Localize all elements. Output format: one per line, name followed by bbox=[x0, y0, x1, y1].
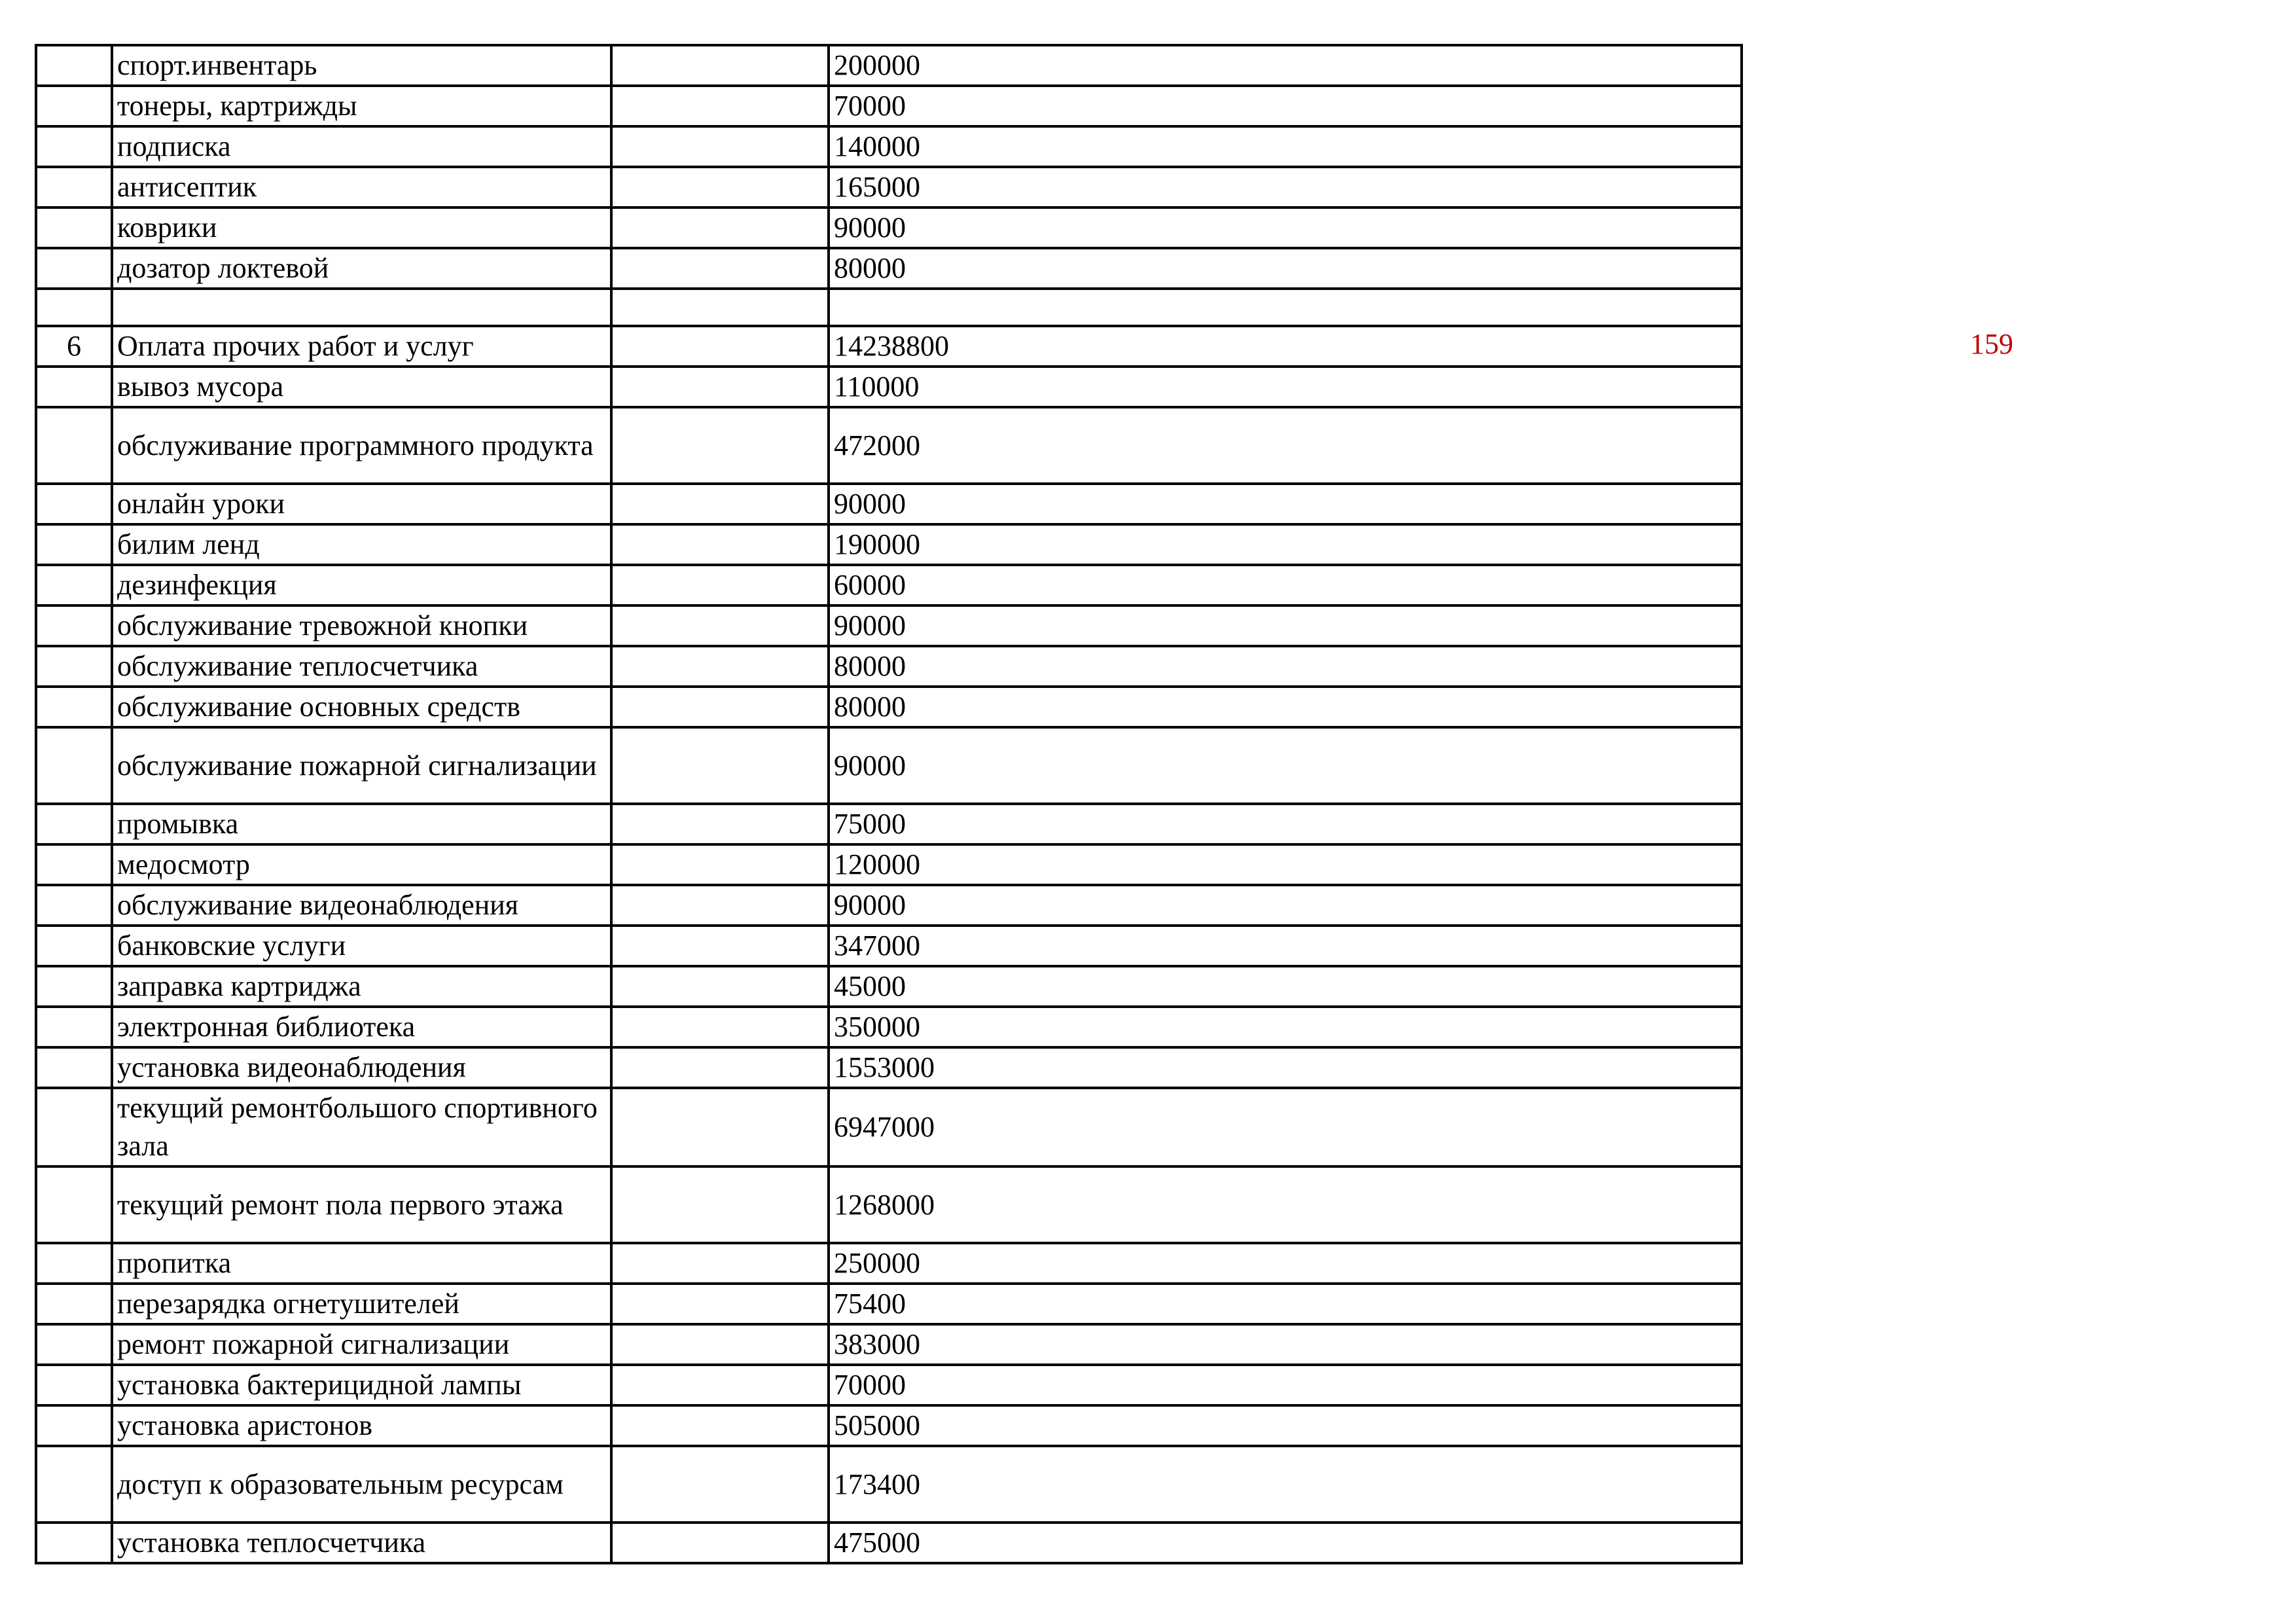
amount-cell: 80000 bbox=[829, 687, 1742, 727]
row-number-cell bbox=[36, 926, 112, 966]
item-name-cell: коврики bbox=[112, 208, 611, 248]
amount-cell: 90000 bbox=[829, 484, 1742, 524]
row-number-cell bbox=[36, 126, 112, 167]
empty-cell bbox=[611, 1446, 829, 1523]
amount-cell: 173400 bbox=[829, 1446, 1742, 1523]
table-row bbox=[36, 1284, 1742, 1324]
table-row bbox=[36, 367, 1742, 407]
item-name-cell: ремонт пожарной сигнализации bbox=[112, 1324, 611, 1365]
empty-cell bbox=[611, 524, 829, 565]
table-row bbox=[36, 407, 1742, 484]
table-row bbox=[36, 208, 1742, 248]
amount-cell: 60000 bbox=[829, 565, 1742, 605]
empty-cell bbox=[611, 885, 829, 926]
amount-cell: 90000 bbox=[829, 208, 1742, 248]
row-number-cell bbox=[36, 844, 112, 885]
item-name-cell: пропитка bbox=[112, 1243, 611, 1284]
table-row bbox=[36, 484, 1742, 524]
row-number-cell bbox=[36, 45, 112, 86]
empty-cell bbox=[611, 727, 829, 804]
row-number-cell bbox=[36, 687, 112, 727]
table-row bbox=[36, 804, 1742, 844]
item-name-cell: обслуживание программного продукта bbox=[112, 407, 611, 484]
row-number-cell bbox=[36, 86, 112, 126]
empty-cell bbox=[611, 1243, 829, 1284]
amount-cell: 75000 bbox=[829, 804, 1742, 844]
empty-cell bbox=[611, 407, 829, 484]
amount-cell: 80000 bbox=[829, 248, 1742, 289]
table-row bbox=[36, 646, 1742, 687]
item-name-cell: вывоз мусора bbox=[112, 367, 611, 407]
amount-cell: 250000 bbox=[829, 1243, 1742, 1284]
empty-cell bbox=[611, 1007, 829, 1047]
item-name-cell: установка бактерицидной лампы bbox=[112, 1365, 611, 1405]
amount-cell: 14238800 bbox=[829, 326, 1742, 367]
table-row bbox=[36, 248, 1742, 289]
amount-cell: 472000 bbox=[829, 407, 1742, 484]
item-name-cell: обслуживание тревожной кнопки bbox=[112, 605, 611, 646]
amount-cell: 190000 bbox=[829, 524, 1742, 565]
row-number-cell bbox=[36, 1166, 112, 1243]
amount-cell: 475000 bbox=[829, 1523, 1742, 1563]
table-row bbox=[36, 45, 1742, 86]
row-number-cell bbox=[36, 208, 112, 248]
table-row bbox=[36, 687, 1742, 727]
table-row bbox=[36, 86, 1742, 126]
row-number-cell bbox=[36, 167, 112, 208]
empty-cell bbox=[611, 966, 829, 1007]
amount-cell: 70000 bbox=[829, 1365, 1742, 1405]
item-name-cell: текущий ремонт пола первого этажа bbox=[112, 1166, 611, 1243]
amount-cell: 1553000 bbox=[829, 1047, 1742, 1088]
empty-cell bbox=[611, 326, 829, 367]
row-number-cell bbox=[36, 1243, 112, 1284]
empty-cell bbox=[611, 844, 829, 885]
amount-cell: 75400 bbox=[829, 1284, 1742, 1324]
budget-table-body bbox=[36, 45, 1742, 1563]
row-number-cell bbox=[36, 367, 112, 407]
empty-cell bbox=[611, 289, 829, 326]
item-name-cell: обслуживание видеонаблюдения bbox=[112, 885, 611, 926]
row-number-cell bbox=[36, 966, 112, 1007]
empty-cell bbox=[611, 1047, 829, 1088]
table-row bbox=[36, 885, 1742, 926]
table-row bbox=[36, 1007, 1742, 1047]
item-name-cell: обслуживание пожарной сигнализации bbox=[112, 727, 611, 804]
amount-cell: 90000 bbox=[829, 605, 1742, 646]
row-number-cell bbox=[36, 646, 112, 687]
table-row bbox=[36, 1523, 1742, 1563]
empty-cell bbox=[611, 926, 829, 966]
empty-cell bbox=[611, 1088, 829, 1166]
amount-cell: 110000 bbox=[829, 367, 1742, 407]
margin-note: 159 bbox=[1970, 328, 2013, 360]
row-number-cell bbox=[36, 289, 112, 326]
amount-cell: 6947000 bbox=[829, 1088, 1742, 1166]
table-row bbox=[36, 844, 1742, 885]
table-row bbox=[36, 1166, 1742, 1243]
row-number-cell bbox=[36, 1007, 112, 1047]
empty-cell bbox=[611, 167, 829, 208]
table-row bbox=[36, 605, 1742, 646]
item-name-cell: спорт.инвентарь bbox=[112, 45, 611, 86]
table-row bbox=[36, 1405, 1742, 1446]
amount-cell: 80000 bbox=[829, 646, 1742, 687]
item-name-cell: перезарядка огнетушителей bbox=[112, 1284, 611, 1324]
row-number-cell bbox=[36, 1047, 112, 1088]
item-name-cell: заправка картриджа bbox=[112, 966, 611, 1007]
amount-cell: 90000 bbox=[829, 727, 1742, 804]
amount-cell bbox=[829, 289, 1742, 326]
item-name-cell: подписка bbox=[112, 126, 611, 167]
empty-cell bbox=[611, 45, 829, 86]
row-number-cell: 6 bbox=[36, 326, 112, 367]
row-number-cell bbox=[36, 1446, 112, 1523]
amount-cell: 70000 bbox=[829, 86, 1742, 126]
item-name-cell bbox=[112, 289, 611, 326]
row-number-cell bbox=[36, 1523, 112, 1563]
row-number-cell bbox=[36, 1405, 112, 1446]
row-number-cell bbox=[36, 248, 112, 289]
amount-cell: 505000 bbox=[829, 1405, 1742, 1446]
amount-cell: 90000 bbox=[829, 885, 1742, 926]
item-name-cell: дезинфекция bbox=[112, 565, 611, 605]
empty-cell bbox=[611, 605, 829, 646]
row-number-cell bbox=[36, 804, 112, 844]
row-number-cell bbox=[36, 727, 112, 804]
amount-cell: 383000 bbox=[829, 1324, 1742, 1365]
item-name-cell: медосмотр bbox=[112, 844, 611, 885]
table-row bbox=[36, 565, 1742, 605]
row-number-cell bbox=[36, 1324, 112, 1365]
empty-cell bbox=[611, 804, 829, 844]
budget-table bbox=[35, 44, 1743, 1564]
item-name-cell: установка видеонаблюдения bbox=[112, 1047, 611, 1088]
item-name-cell: обслуживание теплосчетчика bbox=[112, 646, 611, 687]
row-number-cell bbox=[36, 1088, 112, 1166]
empty-cell bbox=[611, 1365, 829, 1405]
empty-cell bbox=[611, 1324, 829, 1365]
row-number-cell bbox=[36, 524, 112, 565]
table-row bbox=[36, 126, 1742, 167]
table-row bbox=[36, 727, 1742, 804]
item-name-cell: промывка bbox=[112, 804, 611, 844]
amount-cell: 165000 bbox=[829, 167, 1742, 208]
empty-cell bbox=[611, 208, 829, 248]
empty-cell bbox=[611, 1523, 829, 1563]
item-name-cell: тонеры, картрижды bbox=[112, 86, 611, 126]
item-name-cell: текущий ремонтбольшого спортивного зала bbox=[112, 1088, 611, 1166]
amount-cell: 140000 bbox=[829, 126, 1742, 167]
table-row bbox=[36, 167, 1742, 208]
table-row bbox=[36, 966, 1742, 1007]
empty-cell bbox=[611, 646, 829, 687]
table-row bbox=[36, 1446, 1742, 1523]
item-name-cell: установка аристонов bbox=[112, 1405, 611, 1446]
row-number-cell bbox=[36, 1365, 112, 1405]
row-number-cell bbox=[36, 484, 112, 524]
table-row bbox=[36, 524, 1742, 565]
table-row bbox=[36, 1324, 1742, 1365]
row-number-cell bbox=[36, 605, 112, 646]
item-name-cell: дозатор локтевой bbox=[112, 248, 611, 289]
empty-cell bbox=[611, 1284, 829, 1324]
amount-cell: 120000 bbox=[829, 844, 1742, 885]
amount-cell: 1268000 bbox=[829, 1166, 1742, 1243]
amount-cell: 200000 bbox=[829, 45, 1742, 86]
empty-cell bbox=[611, 565, 829, 605]
row-number-cell bbox=[36, 885, 112, 926]
item-name-cell: онлайн уроки bbox=[112, 484, 611, 524]
table-row bbox=[36, 926, 1742, 966]
item-name-cell: банковские услуги bbox=[112, 926, 611, 966]
item-name-cell: доступ к образовательным ресурсам bbox=[112, 1446, 611, 1523]
item-name-cell: антисептик bbox=[112, 167, 611, 208]
table-row bbox=[36, 1047, 1742, 1088]
empty-cell bbox=[611, 86, 829, 126]
row-number-cell bbox=[36, 565, 112, 605]
table-row bbox=[36, 1365, 1742, 1405]
empty-cell bbox=[611, 248, 829, 289]
table-row bbox=[36, 289, 1742, 326]
empty-cell bbox=[611, 1166, 829, 1243]
empty-cell bbox=[611, 1405, 829, 1446]
row-number-cell bbox=[36, 407, 112, 484]
empty-cell bbox=[611, 484, 829, 524]
item-name-cell: билим ленд bbox=[112, 524, 611, 565]
table-row bbox=[36, 1243, 1742, 1284]
amount-cell: 350000 bbox=[829, 1007, 1742, 1047]
item-name-cell: электронная библиотека bbox=[112, 1007, 611, 1047]
amount-cell: 45000 bbox=[829, 966, 1742, 1007]
amount-cell: 347000 bbox=[829, 926, 1742, 966]
item-name-cell: установка теплосчетчика bbox=[112, 1523, 611, 1563]
table-row bbox=[36, 1088, 1742, 1166]
row-number-cell bbox=[36, 1284, 112, 1324]
empty-cell bbox=[611, 687, 829, 727]
item-name-cell: Оплата прочих работ и услуг bbox=[112, 326, 611, 367]
empty-cell bbox=[611, 367, 829, 407]
table-row bbox=[36, 326, 1742, 367]
item-name-cell: обслуживание основных средств bbox=[112, 687, 611, 727]
empty-cell bbox=[611, 126, 829, 167]
